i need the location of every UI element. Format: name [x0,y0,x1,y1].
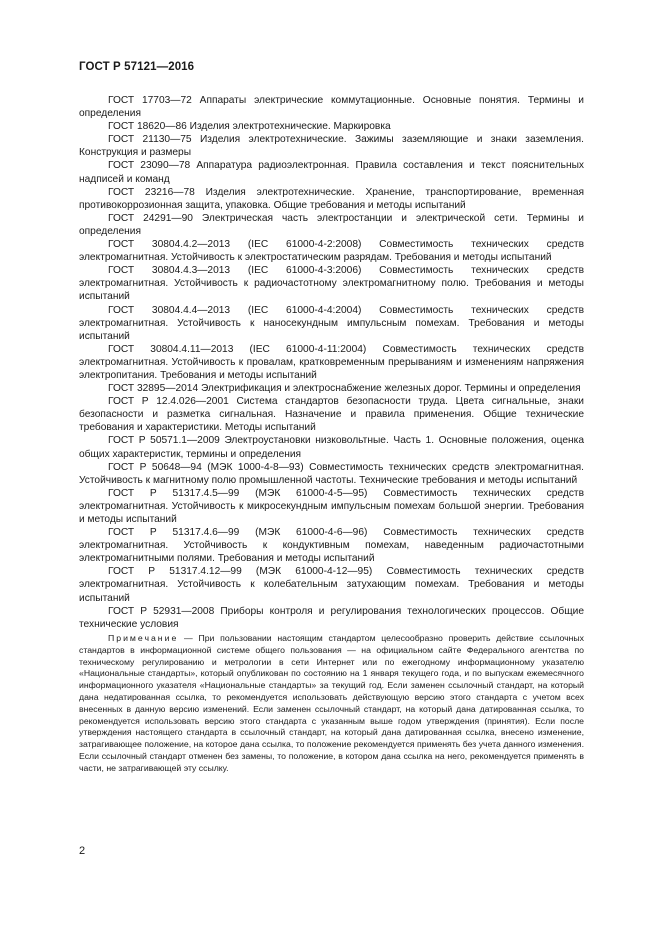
reference-item: ГОСТ 32895—2014 Электрификация и электроснабжение железных дорог. Термины и определения [108,383,581,395]
note-label: Примечание [108,633,179,643]
note-block [79,633,584,775]
standard-designation-header: ГОСТ Р 57121—2016 [79,61,195,73]
note-paragraph [79,633,584,775]
reference-item: ГОСТ 24291—90 Электрическая часть электростанции и электрической сети. Термины и определения [79,212,584,237]
note-text: — При пользовании настоящим стандартом целесообразно проверить действие ссылочных стандартов в информационной системе общего пользования — на официальном сайте Федерального агентства по техническому регулированию и метрологии в сети Интернет или по ежегодному информационному указателю «Национальные стандарты», который опубликован по состоянию на 1 января текущего года, и по выпускам ежемесячного информационного указателя «Национальные стандарты» за текущий год. Если заменен ссылочный стандарт, на который дана недатированная ссылка, то рекомендуется использовать действующую версию этого стандарта с учетом всех внесенных в данную версию изменений. Если заменен ссылочный стандарт, на который дана датированная ссылка, то рекомендуется использовать версию этого стандарта с указанным выше годом утверждения (принятия). Если после утверждения настоящего стандарта в ссылочный стандарт, на который дана датированная ссылка, внесено изменение, затрагивающее положение, на которое дана ссылка, то положение рекомендуется применять без учета данного изменения. Если ссылочный стандарт отменен без замены, то положение, в котором дана ссылка на него, рекомендуется применять в части, не затрагивающей эту ссылку. [79,633,584,773]
reference-item: ГОСТ Р 12.4.026—2001 Система стандартов безопасности труда. Цвета сигнальные, знаки безопасности и разметка сигнальная. Назначение и правила применения. Общие технические требования и характеристики. Методы испытаний [79,396,584,434]
reference-item: ГОСТ Р 50648—94 (МЭК 1000-4-8—93) Совместимость технических средств электромагнитная. Устойчивость к магнитному полю промышленной частоты. Технические требования и методы испытаний [79,461,584,486]
reference-item: ГОСТ 17703—72 Аппараты электрические коммутационные. Основные понятия. Термины и определения [79,95,584,120]
reference-item: ГОСТ Р 51317.4.12—99 (МЭК 61000-4-12—95) Совместимость технических средств электромагнитная. Устойчивость к колебательным затухающим помехам. Требования и методы испытаний [79,566,584,604]
reference-item: ГОСТ 30804.4.2—2013 (IEC 61000-4-2:2008) Совместимость технических средств электромагнитная. Устойчивость к электростатическим разрядам. Требования и методы испытаний [79,239,584,264]
reference-item: ГОСТ 30804.4.11—2013 (IEC 61000-4-11:2004) Совместимость технических средств электромагнитная. Устойчивость к провалам, кратковременным прерываниям и изменениям напряжения электропитания. Требования и методы испытаний [79,343,584,381]
reference-item: ГОСТ 30804.4.3—2013 (IEC 61000-4-3:2006) Совместимость технических средств электромагнитная. Устойчивость к радиочастотному электромагнитному полю. Требования и методы испытаний [79,265,584,303]
reference-item: ГОСТ 18620—86 Изделия электротехнические. Маркировка [108,121,391,133]
reference-item: ГОСТ 21130—75 Изделия электротехнические. Зажимы заземляющие и знаки заземления. Конструкция и размеры [79,134,584,159]
reference-item: ГОСТ 30804.4.4—2013 (IEC 61000-4-4:2004) Совместимость технических средств электромагнитная. Устойчивость к наносекундным импульсным помехам. Требования и методы испытаний [79,304,584,342]
reference-item: ГОСТ 23216—78 Изделия электротехнические. Хранение, транспортирование, временная противокоррозионная защита, упаковка. Общие требования и методы испытаний [79,186,584,211]
reference-item: ГОСТ 23090—78 Аппаратура радиоэлектронная. Правила составления и текст пояснительных надписей и команд [79,160,584,185]
reference-item: ГОСТ Р 52931—2008 Приборы контроля и регулирования технологических процессов. Общие технические условия [79,605,584,630]
reference-item: ГОСТ Р 50571.1—2009 Электроустановки низковольтные. Часть 1. Основные положения, оценка общих характеристик, термины и определения [79,435,584,460]
normative-references-list [79,94,584,631]
reference-item: ГОСТ Р 51317.4.6—99 (МЭК 61000-4-6—96) Совместимость технических средств электромагнитная. Устойчивость к кондуктивным помехам, наведенным радиочастотными электромагнитными полями. Требования и методы испытаний [79,527,584,565]
page-number: 2 [79,845,86,857]
reference-item: ГОСТ Р 51317.4.5—99 (МЭК 61000-4-5—95) Совместимость технических средств электромагнитная. Устойчивость к микросекундным импульсным помехам большой энергии. Требования и методы испытаний [79,487,584,525]
